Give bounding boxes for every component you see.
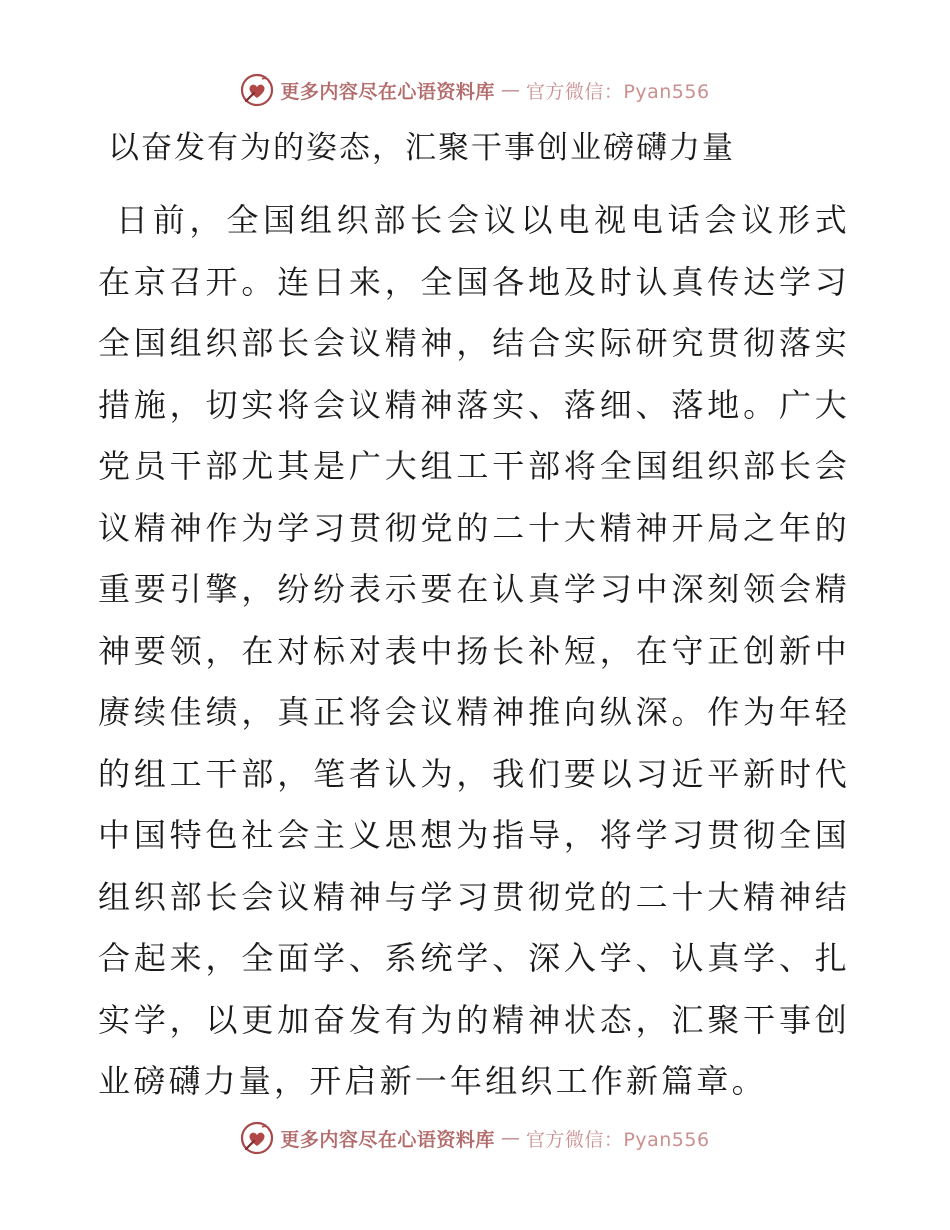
article-paragraph: 日前，全国组织部长会议以电视电话会议形式在京召开。连日来，全国各地及时认真传达学习全国组织部长会议精神，结合实际研究贯彻落实措施，切实将会议精神落实、落细、落地。广大党员干部尤其是广大组工干部将全国组织部长会议精神作为学习贯彻党的二十大精神开局之年的重要引擎，纷纷表示要在认真学习中深刻领会精神要领，在对标对表中扬长补短，在守正创新中赓续佳绩，真正将会议精神推向纵深。作为年轻的组工干部，笔者认为，我们要以习近平新时代中国特色社会主义思想为指导，将学习贯彻全国组织部长会议精神与学习贯彻党的二十大精神结合起来，全面学、系统学、深入学、认真学、扎实学，以更加奋发有为的精神状态，汇聚干事创业磅礴力量，开启新一年组织工作新篇章。 [98,201,850,1100]
banner-wechat: 官方微信：Pyan556 [525,80,710,103]
banner-slogan: 更多内容尽在心语资料库 [280,1128,495,1151]
heart-pen-logo-icon [240,1121,274,1155]
banner-wechat: 官方微信：Pyan556 [525,1128,710,1151]
heart-pen-logo-icon [240,73,274,107]
article-title: 以奋发有为的姿态，汇聚干事创业磅礴力量 [108,130,735,166]
banner-slogan: 更多内容尽在心语资料库 [280,80,495,103]
banner-separator: — [500,79,520,101]
footer-banner [0,1118,950,1158]
header-banner [0,70,950,110]
banner-separator: — [500,1127,520,1149]
